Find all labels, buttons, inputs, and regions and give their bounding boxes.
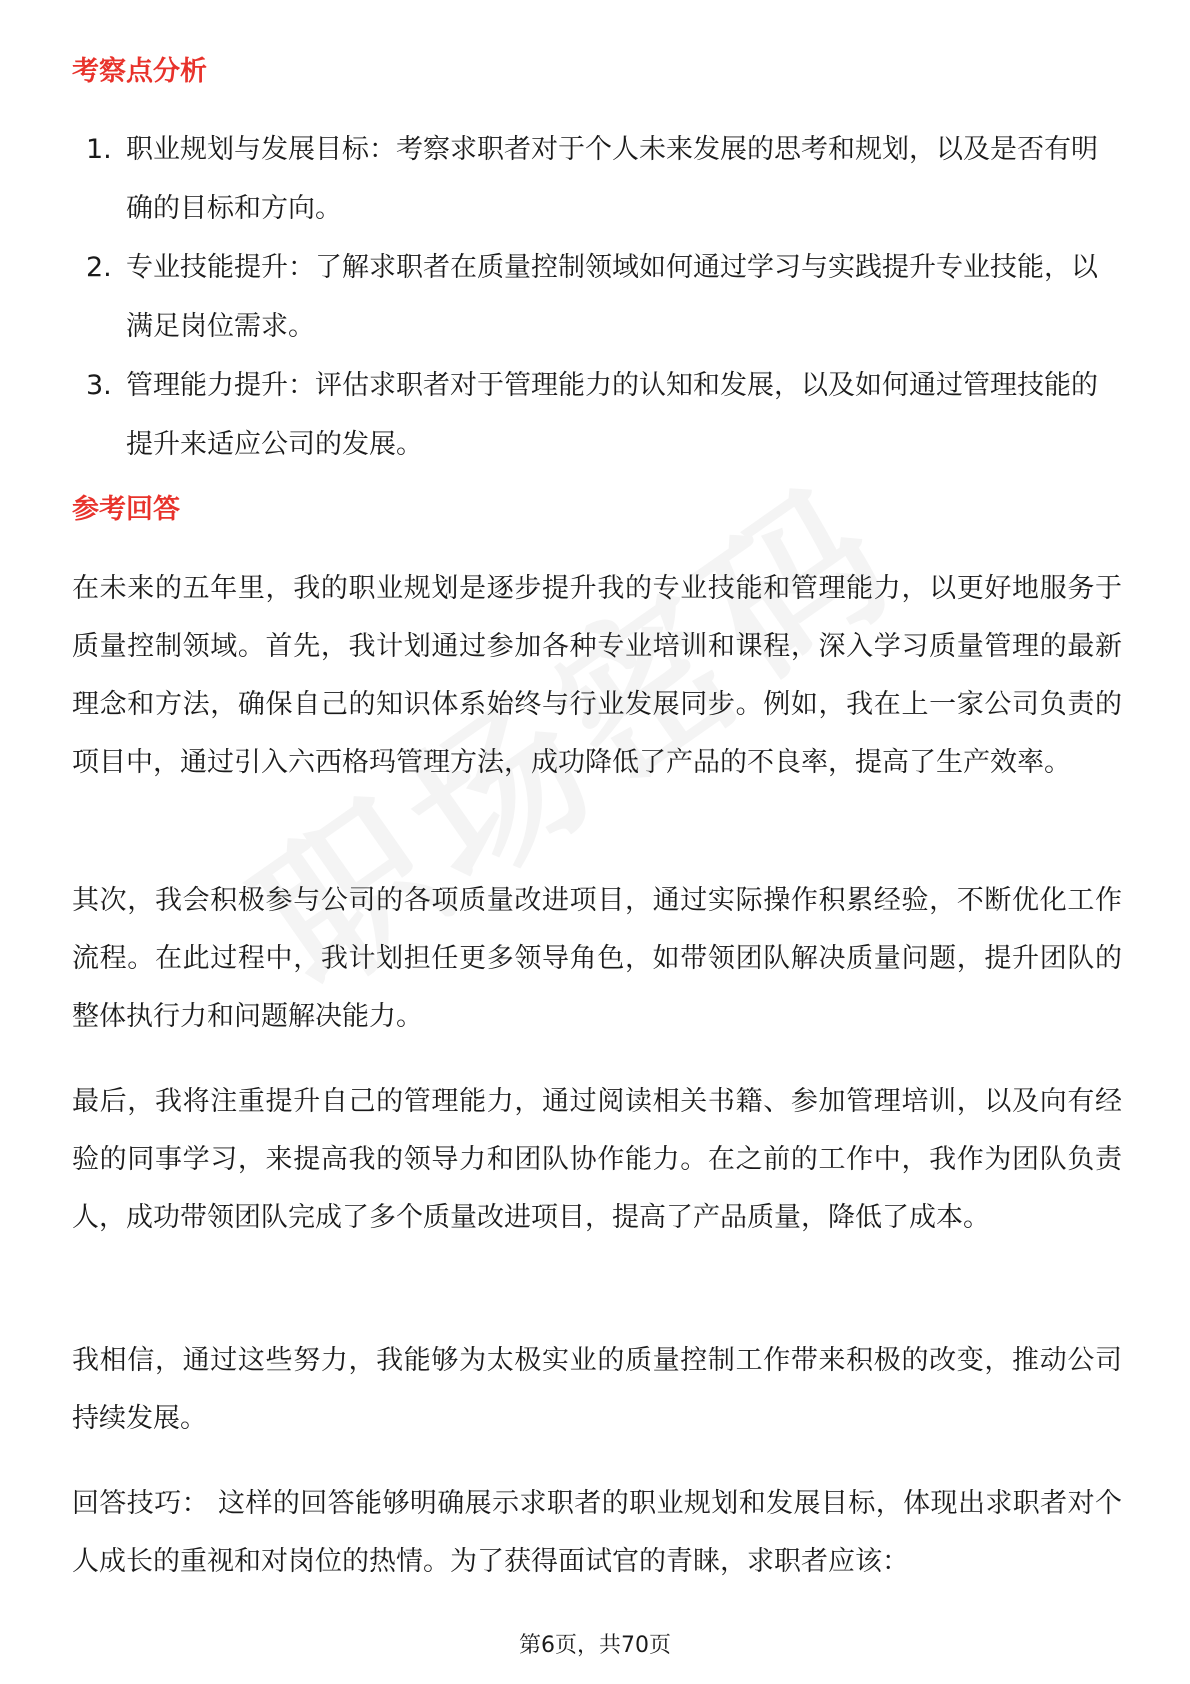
- answer-paragraph: 在未来的五年里，我的职业规划是逐步提升我的专业技能和管理能力，以更好地服务于质量控制领域。首先，我计划通过参加各种专业培训和课程，深入学习质量管理的最新理念和方法，确保自己的知识体系始终与行业发展同步。例如，我在上一家公司负责的项目中，通过引入六西格玛管理方法，成功降低了产品的不良率，提高了生产效率。: [72, 573, 1122, 778]
- analysis-section-title: 考察点分析: [72, 56, 207, 87]
- analysis-list: [72, 120, 1122, 474]
- list-item: [72, 238, 1122, 356]
- answer-section-title: 参考回答: [72, 494, 180, 525]
- answer-paragraph: 我相信，通过这些努力，我能够为太极实业的质量控制工作带来积极的改变，推动公司持续发展。: [72, 1345, 1122, 1434]
- list-item-number: 2.: [86, 252, 112, 283]
- list-item-text: 管理能力提升：评估求职者对于管理能力的认知和发展，以及如何通过管理技能的提升来适应公司的发展。: [126, 370, 1098, 460]
- list-item: [72, 356, 1122, 474]
- list-item-number: 3.: [86, 370, 112, 401]
- answer-tips-paragraph: 回答技巧： 这样的回答能够明确展示求职者的职业规划和发展目标，体现出求职者对个人成长的重视和对岗位的热情。为了获得面试官的青睐，求职者应该：: [72, 1488, 1122, 1577]
- answer-paragraph: 最后，我将注重提升自己的管理能力，通过阅读相关书籍、参加管理培训，以及向有经验的同事学习，来提高我的领导力和团队协作能力。在之前的工作中，我作为团队负责人，成功带领团队完成了多个质量改进项目，提高了产品质量，降低了成本。: [72, 1086, 1122, 1233]
- answer-paragraph: 其次，我会积极参与公司的各项质量改进项目，通过实际操作积累经验，不断优化工作流程。在此过程中，我计划担任更多领导角色，如带领团队解决质量问题，提升团队的整体执行力和问题解决能力。: [72, 885, 1122, 1032]
- page-number: 第6页，共70页: [519, 1633, 671, 1658]
- list-item-text: 职业规划与发展目标：考察求职者对于个人未来发展的思考和规划，以及是否有明确的目标和方向。: [126, 134, 1098, 224]
- list-item-text: 专业技能提升：了解求职者在质量控制领域如何通过学习与实践提升专业技能，以满足岗位需求。: [126, 252, 1098, 342]
- list-item: [72, 120, 1122, 238]
- list-item-number: 1.: [86, 134, 112, 165]
